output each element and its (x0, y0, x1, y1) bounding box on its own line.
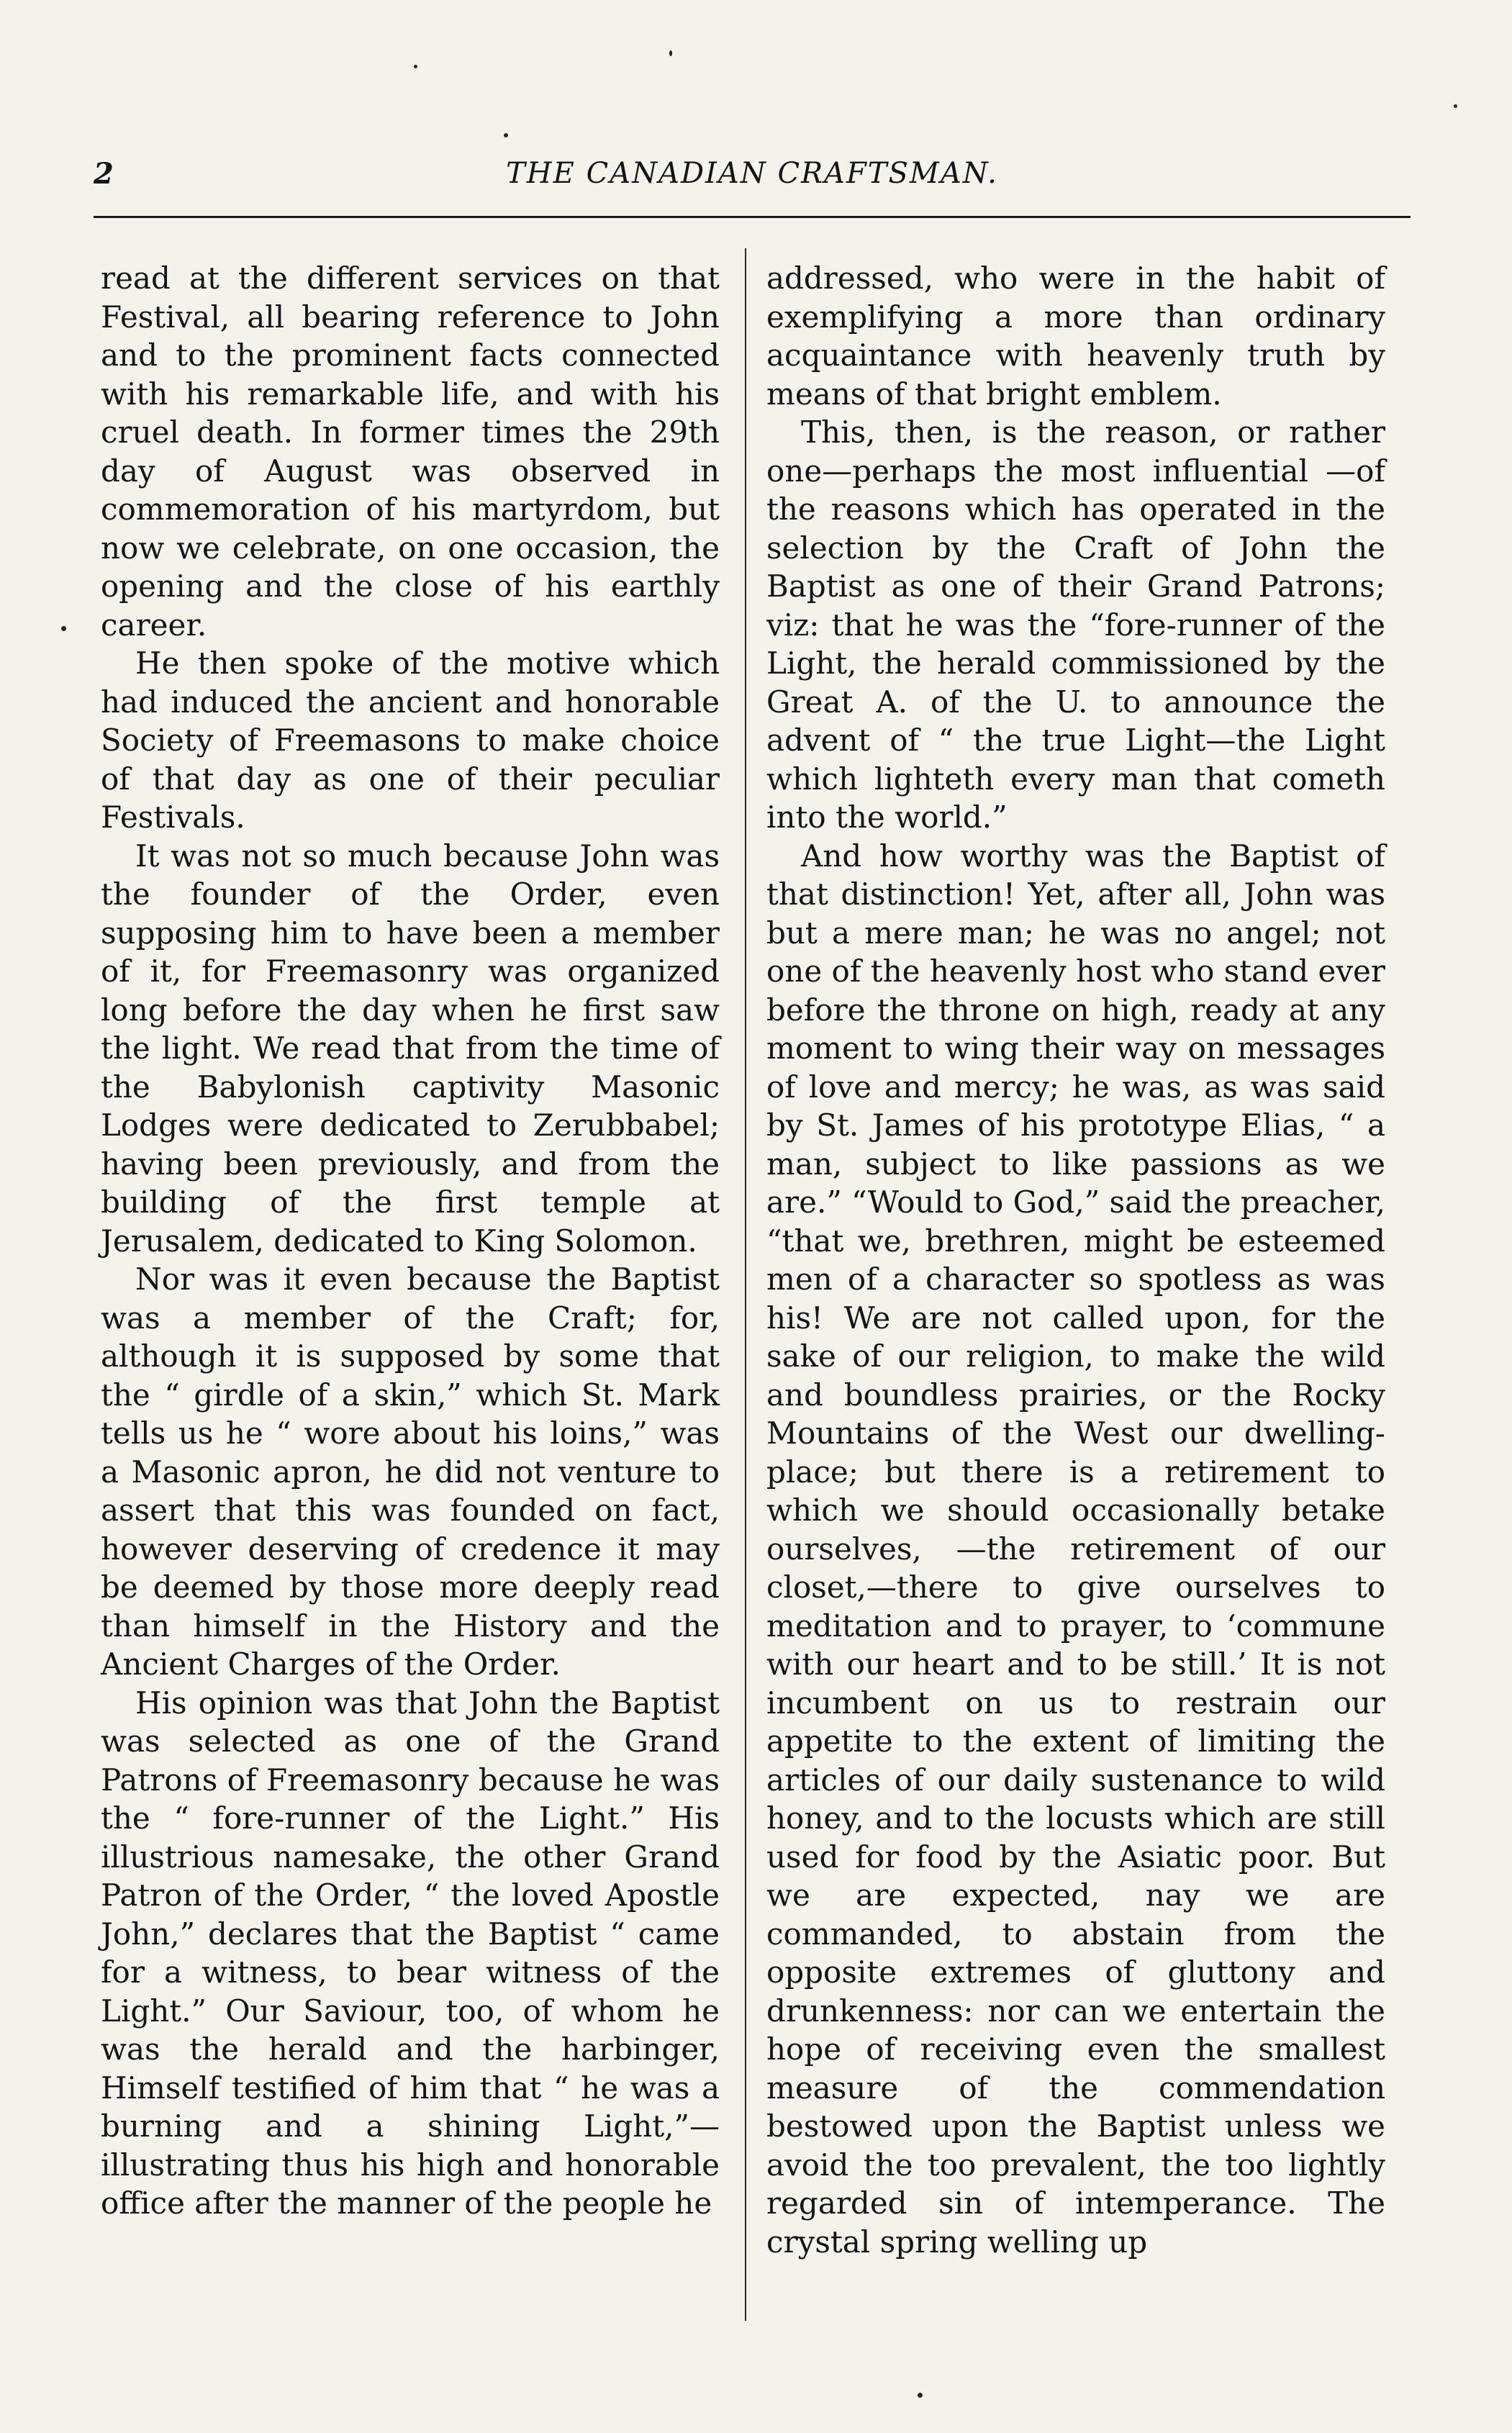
paragraph: And how worthy was the Baptist of that distinction! Yet, after all, John was but a mere man; he was no angel; not one of the heavenly host who stand ever before the throne on high, ready at any moment to wing their way on messages of love and mercy; he was, as was said by St. James of his prototype Elias, “ a man, subject to like passions as we are.” “Would to God,” said the preacher, “that we, brethren, might be esteemed men of a character so spotless as was his! We are not called upon, for the sake of our religion, to make the wild and boundless prairies, or the Rocky Mountains of the West our dwelling-place; but there is a retirement to which we should occasionally betake ourselves, —the retirement of our closet,—there to give ourselves to meditation and to prayer, to ‘commune with our heart and to be still.’ It is not incumbent on us to restrain our appetite to the extent of limiting the articles of our daily sustenance to wild honey, and to the locusts which are still used for food by the Asiatic poor. But we are expected, nay we are commanded, to abstain from the opposite extremes of gluttony and drunkenness: nor can we entertain the hope of receiving even the smallest measure of the commendation bestowed upon the Baptist unless we avoid the too prevalent, the too lightly regarded sin of intemperance. The crystal spring welling up (766, 838, 1386, 2260)
print-speck (918, 2393, 923, 2398)
paragraph: He then spoke of the motive which had induced the ancient and honorable Society of Freemasons to make choice of that day as one of their peculiar Festivals. (101, 645, 720, 835)
paragraph: Nor was it even because the Baptist was a member of the Craft; for, although it is supposed by some that the “ girdle of a skin,” which St. Mark tells us he “ wore about his loins,” was a Masonic apron, he did not venture to assert that this was founded on fact, however deserving of credence it may be deemed by those more deeply read than himself in the History and the Ancient Charges of the Order. (101, 1261, 720, 1682)
paragraph: It was not so much because John was the founder of the Order, even supposing him to have been a member of it, for Freemasonry was organized long before the day when he first saw the light. We read that from the time of the Babylonish captivity Masonic Lodges were dedicated to Zerubbabel; having been previously, and from the building of the first temple at Jerusalem, dedicated to King Solomon. (101, 838, 720, 1259)
paragraph: addressed, who were in the habit of exemplifying a more than ordinary acquaintance with heavenly truth by means of that bright emblem. (766, 260, 1385, 412)
page-header (94, 157, 1411, 207)
left-column (101, 259, 720, 2223)
header-rule (94, 216, 1411, 218)
print-speck (1454, 104, 1457, 108)
page-number: 2 (94, 157, 114, 191)
print-speck (61, 626, 66, 631)
paragraph: This, then, is the reason, or rather one—perhaps the most influential —of the reasons which has operated in the selection by the Craft of John the Baptist as one of their Grand Patrons; viz: that he was the “fore-runner of the Light, the herald commissioned by the Great A. of the U. to announce the advent of “ the true Light—the Light which lighteth every man that cometh into the world.” (766, 414, 1385, 835)
running-title: THE CANADIAN CRAFTSMAN. (506, 157, 998, 190)
print-speck (414, 65, 417, 68)
paragraph: His opinion was that John the Baptist was selected as one of the Grand Patrons of Freemasonry because he was the “ fore-runner of the Light.” His illustrious namesake, the other Grand Patron of the Order, “ the loved Apostle John,” declares that the Baptist “ came for a witness, to bear witness of the Light.” Our Saviour, too, of whom he was the herald and the harbinger, Himself testified of him that “ he was a burning and a shining Light,”—illustrating thus his high and honorable office after the manner of the people he (101, 1685, 720, 2221)
print-speck (504, 133, 508, 137)
print-speck (669, 50, 672, 56)
paragraph: read at the different services on that Festival, all bearing reference to John and to the prominent facts connected with his remarkable life, and with his cruel death. In former times the 29th day of August was observed in commemoration of his martyrdom, but now we celebrate, on one occasion, the opening and the close of his earthly career. (101, 260, 720, 643)
right-column (766, 259, 1385, 2261)
column-divider (745, 248, 746, 2321)
